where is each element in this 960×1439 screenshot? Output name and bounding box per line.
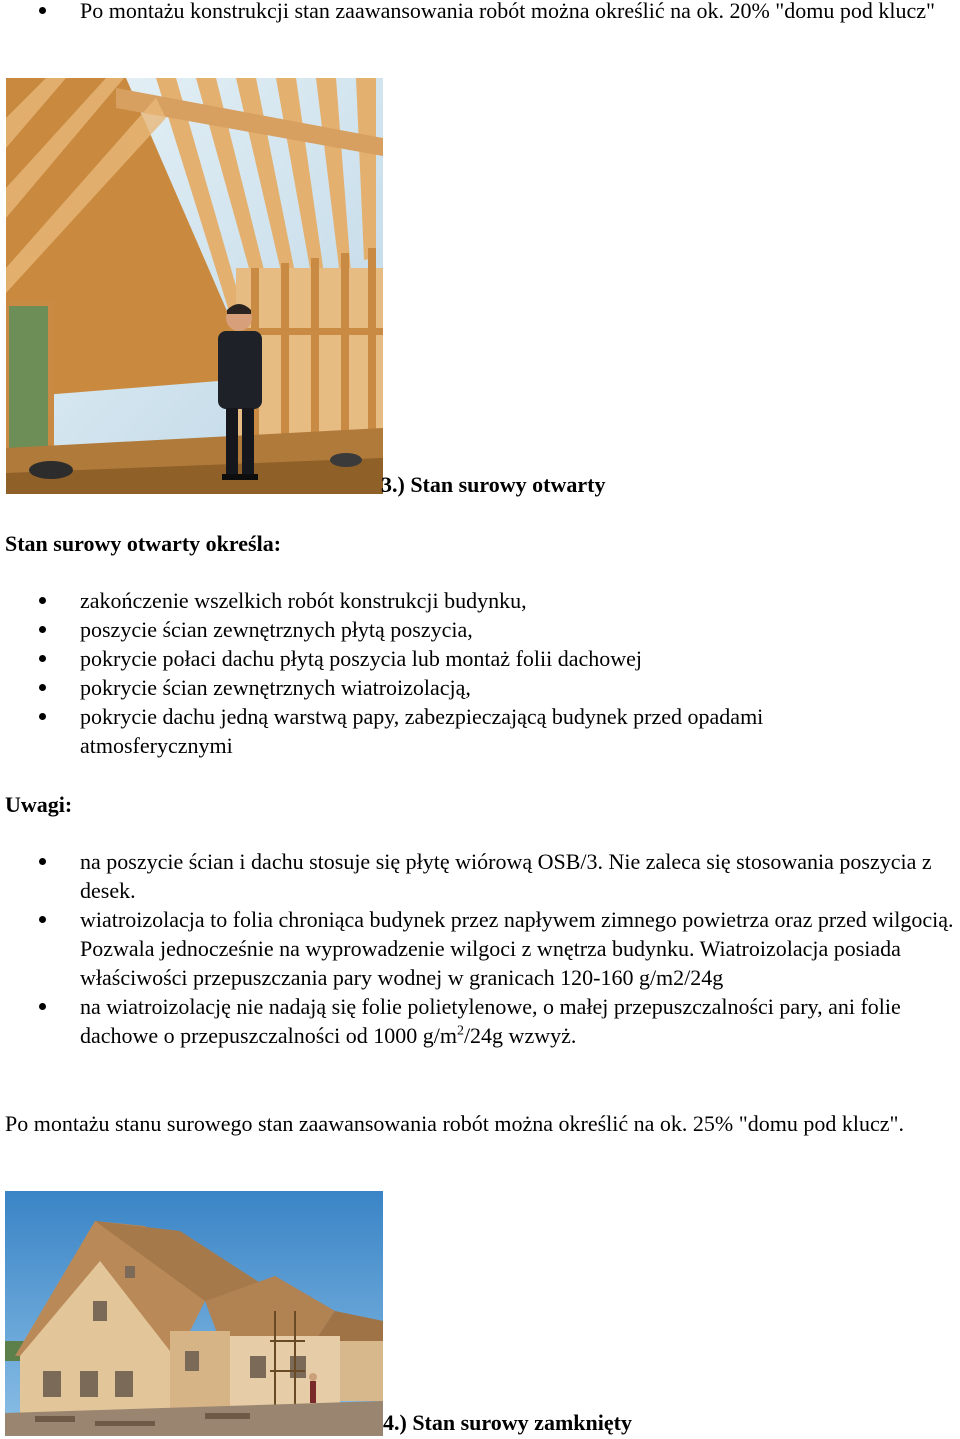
timber-frame-photo [6,78,383,494]
list-item: pokrycie ścian zewnętrznych wiatroizolacją, [0,673,960,702]
list-item: Po montażu konstrukcji stan zaawansowania robót można określić na ok. 20% "domu pod klucz" [0,0,960,25]
list-item: poszycie ścian zewnętrznych płytą poszycia, [0,615,960,644]
list-item: na wiatroizolację nie nadają się folie polietylenowe, o małej przepuszczalności pary, ani folie dachowe o przepuszczalności od 1000 $g/m^2/24g$ wzwyż. [0,992,955,1050]
section-4-heading: 4.) Stan surowy zamknięty [383,1410,632,1435]
house-sheathing-photo [5,1191,383,1436]
bullet-icon [39,858,46,865]
list-item: zakończenie wszelkich robót konstrukcji budynku, [0,586,960,615]
defines-list [0,586,960,760]
list-item: pokrycie połaci dachu płytą poszycia lub montaż folii dachowej [0,644,960,673]
section-3-heading: 3.) Stan surowy otwarty [381,472,606,497]
list-item: pokrycie dachu jedną warstwą papy, zabezpieczającą budynek przed opadami atmosferycznymi [0,702,880,760]
bullet-icon [39,916,46,923]
top-list [0,0,960,25]
defines-label: Stan surowy otwarty określa: [5,531,282,556]
bullet-icon [39,684,46,691]
notes-label: Uwagi: [5,792,73,817]
summary-text: Po montażu stanu surowego stan zaawansowania robót można określić na ok. 25% "domu pod klucz". [5,1111,904,1136]
list-item: wiatroizolacja to folia chroniąca budynek przez napływem zimnego powietrza oraz przed wilgocią. Pozwala jednocześnie na wyprowadzenie wilgoci z wnętrza budynku. Wiatroizolacja posiada właściwości przepuszczania pary wodnej w granicach 120-160 g/m2/24g [0,905,955,992]
bullet-icon [39,713,46,720]
list-item: na poszycie ścian i dachu stosuje się płytę wiórową OSB/3. Nie zaleca się stosowania poszycia z desek. [0,847,955,905]
notes-list [0,847,955,1050]
bullet-icon [39,597,46,604]
bullet-icon [39,626,46,633]
bullet-icon [39,655,46,662]
bullet-icon [39,7,46,14]
bullet-icon [39,1003,46,1010]
